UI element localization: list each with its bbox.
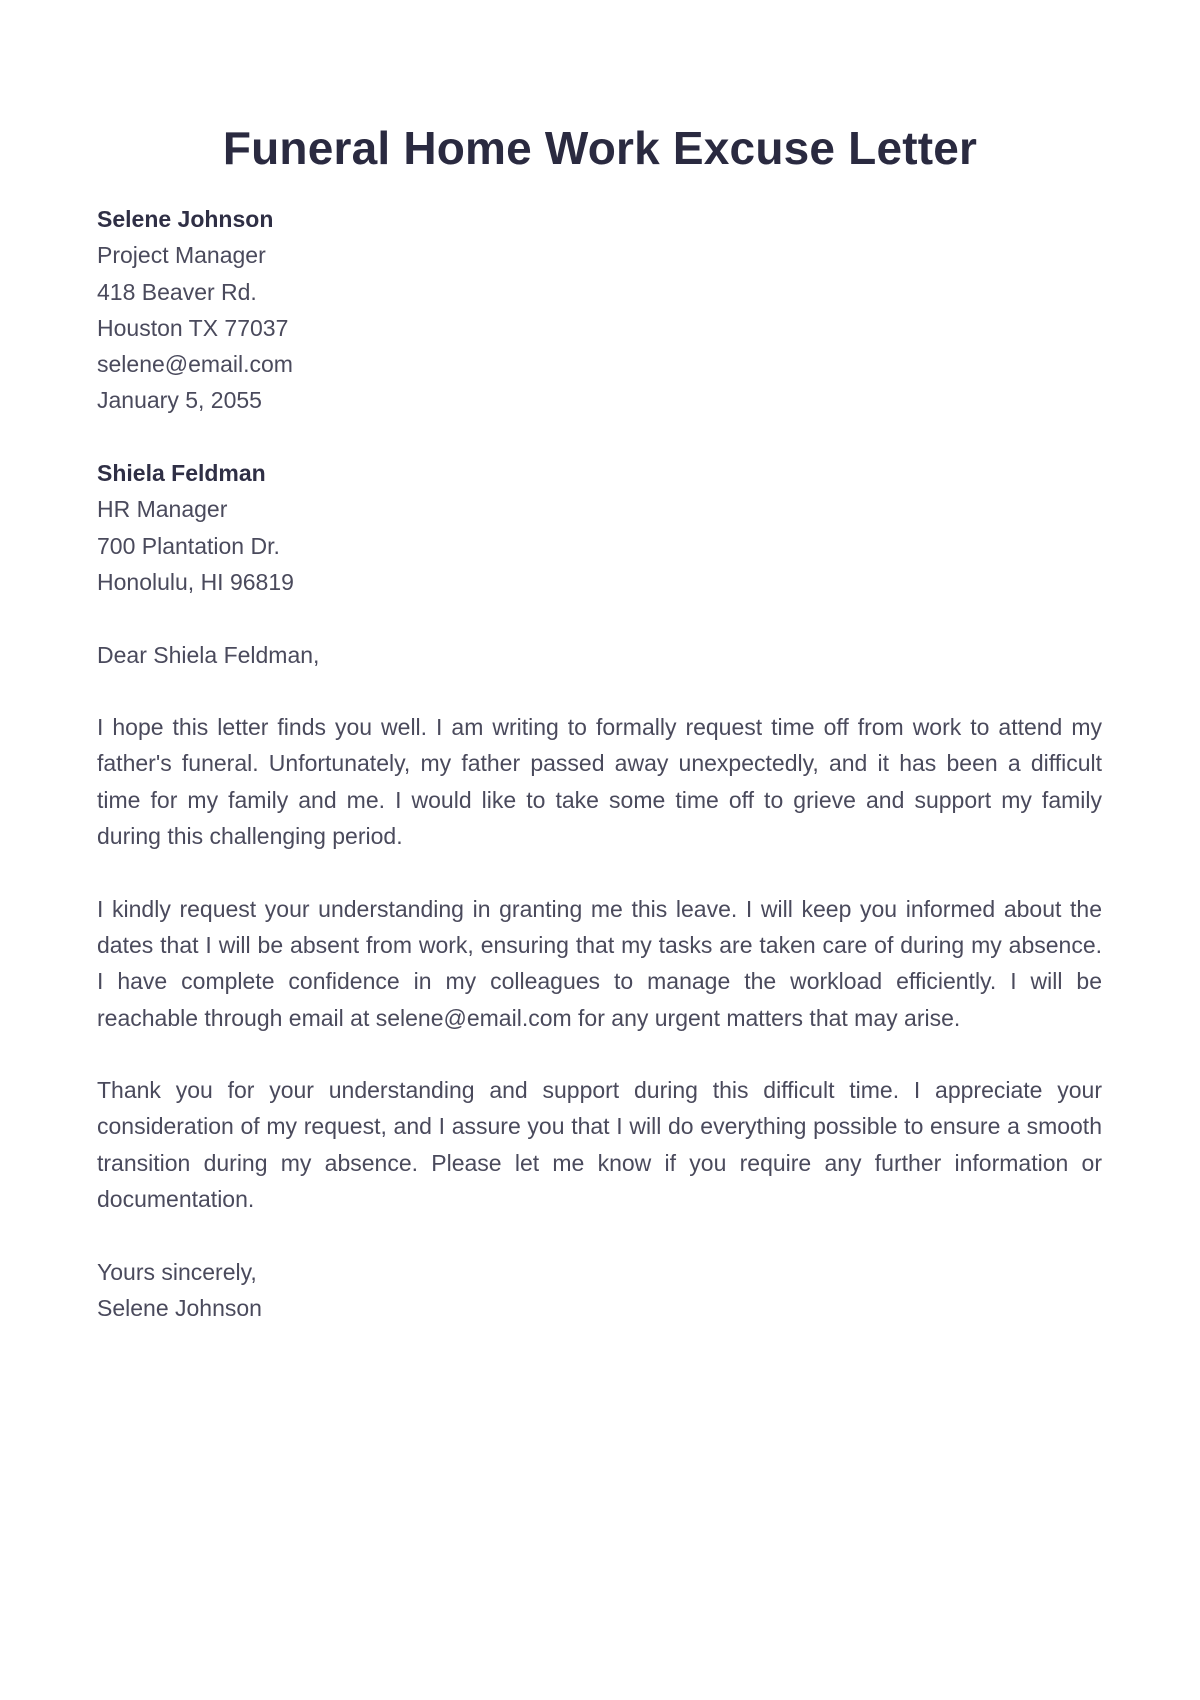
letter-date: January 5, 2055 [97, 387, 262, 414]
recipient-address-line2: Honolulu, HI 96819 [97, 568, 294, 595]
recipient-address-line1: 700 Plantation Dr. [97, 532, 280, 559]
spacer [97, 419, 1102, 455]
signature-name: Selene Johnson [97, 1294, 262, 1321]
spacer [97, 854, 1102, 890]
spacer [97, 600, 1102, 636]
recipient-position: HR Manager [97, 496, 228, 523]
recipient-block [97, 455, 1102, 600]
spacer [97, 673, 1102, 709]
body-paragraph-3: Thank you for your understanding and support during this difficult time. I appreciate your consideration of my request, and I assure you that I will do everything possible to ensure a smooth transition during my absence. Please let me know if you require any further information or documentation. [97, 1077, 1102, 1213]
recipient-name: Shiela Feldman [97, 460, 266, 487]
document-title: Funeral Home Work Excuse Letter [222, 122, 978, 174]
sender-address-line1: 418 Beaver Rd. [97, 278, 257, 305]
letter-content [97, 201, 1102, 1326]
sender-email: selene@email.com [97, 351, 293, 378]
body-paragraph-2: I kindly request your understanding in granting me this leave. I will keep you informed about the dates that I will be absent from work, ensuring that my tasks are taken care of during my absence. I have complete confidence in my colleagues to manage the workload efficiently. I will be reachable through email at selene@email.com for any urgent matters that may arise. [97, 895, 1102, 1031]
sender-block [97, 201, 1102, 419]
sender-position: Project Manager [97, 242, 266, 269]
body-paragraph-1: I hope this letter finds you well. I am writing to formally request time off from work to attend my father's funeral. Unfortunately, my father passed away unexpectedly, and it has been a difficult time for my family and me. I would like to take some time off to grieve and support my family during this challenging period. [97, 714, 1102, 850]
spacer [97, 1217, 1102, 1253]
valediction: Yours sincerely, [97, 1258, 257, 1285]
closing-block [97, 1254, 1102, 1327]
sender-address-line2: Houston TX 77037 [97, 314, 289, 341]
salutation: Dear Shiela Feldman, [97, 641, 320, 668]
sender-name: Selene Johnson [97, 206, 274, 232]
spacer [97, 1036, 1102, 1072]
